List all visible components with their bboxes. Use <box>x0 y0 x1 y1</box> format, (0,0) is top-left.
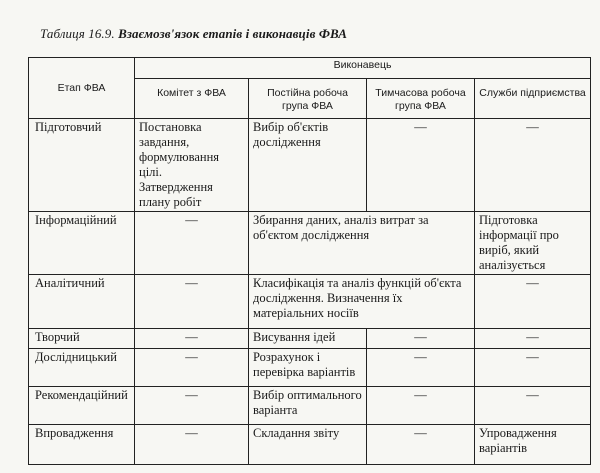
committee-cell: — <box>135 349 249 387</box>
table-caption <box>40 26 347 42</box>
permanent-cell: Складання звіту <box>249 425 367 465</box>
caption-title: Взаємозв'язок етапів і виконавців ФВА <box>118 26 348 41</box>
table-row <box>29 275 591 329</box>
services-cell: — <box>475 275 591 329</box>
table-row <box>29 349 591 387</box>
table-row <box>29 425 591 465</box>
temporary-cell: — <box>367 387 475 425</box>
permanent-cell: Вибір оптимального варіанта <box>249 387 367 425</box>
header-row-top <box>29 58 591 79</box>
stage-cell: Дослідницький <box>29 349 135 387</box>
stage-cell: Рекомендаційний <box>29 387 135 425</box>
committee-cell: — <box>135 387 249 425</box>
committee-cell: — <box>135 425 249 465</box>
services-cell: Упровадження варіантів <box>475 425 591 465</box>
stage-cell: Впровадження <box>29 425 135 465</box>
committee-cell: — <box>135 329 249 349</box>
table-row <box>29 212 591 275</box>
caption-label: Таблиця 16.9. <box>40 26 115 41</box>
header-services: Служби підприємства <box>475 79 591 119</box>
stage-cell: Інформаційний <box>29 212 135 275</box>
permanent-cell: Розрахунок і перевірка варіантів <box>249 349 367 387</box>
header-permanent-group: Постійна робоча група ФВА <box>249 79 367 119</box>
permanent-temporary-cell: Класифікація та аналіз функцій об'єкта дослідження. Визначення їх матеріальних носіїв <box>249 275 475 329</box>
stage-cell: Підготовчий <box>29 119 135 212</box>
header-executor: Виконавець <box>135 58 591 79</box>
committee-cell: — <box>135 275 249 329</box>
stage-cell: Творчий <box>29 329 135 349</box>
permanent-cell: Вибір об'єктів дослідження <box>249 119 367 212</box>
permanent-temporary-cell: Збирання даних, аналіз витрат за об'єктом дослідження <box>249 212 475 275</box>
table-row <box>29 119 591 212</box>
permanent-cell: Висування ідей <box>249 329 367 349</box>
stage-cell: Аналітичний <box>29 275 135 329</box>
table-row <box>29 329 591 349</box>
header-stage: Етап ФВА <box>29 58 135 119</box>
header-committee: Комітет з ФВА <box>135 79 249 119</box>
header-temporary-group: Тимчасова робоча група ФВА <box>367 79 475 119</box>
committee-cell: Постановка завдання, формулювання цілі. Затвердження плану робіт <box>135 119 249 212</box>
table-row <box>29 387 591 425</box>
temporary-cell: — <box>367 425 475 465</box>
temporary-cell: — <box>367 329 475 349</box>
temporary-cell: — <box>367 119 475 212</box>
services-cell: — <box>475 387 591 425</box>
stages-executors-table <box>28 57 591 465</box>
services-cell: — <box>475 119 591 212</box>
temporary-cell: — <box>367 349 475 387</box>
services-cell: — <box>475 329 591 349</box>
committee-cell: — <box>135 212 249 275</box>
services-cell: Підготовка інформації про виріб, який аналізується <box>475 212 591 275</box>
services-cell: — <box>475 349 591 387</box>
